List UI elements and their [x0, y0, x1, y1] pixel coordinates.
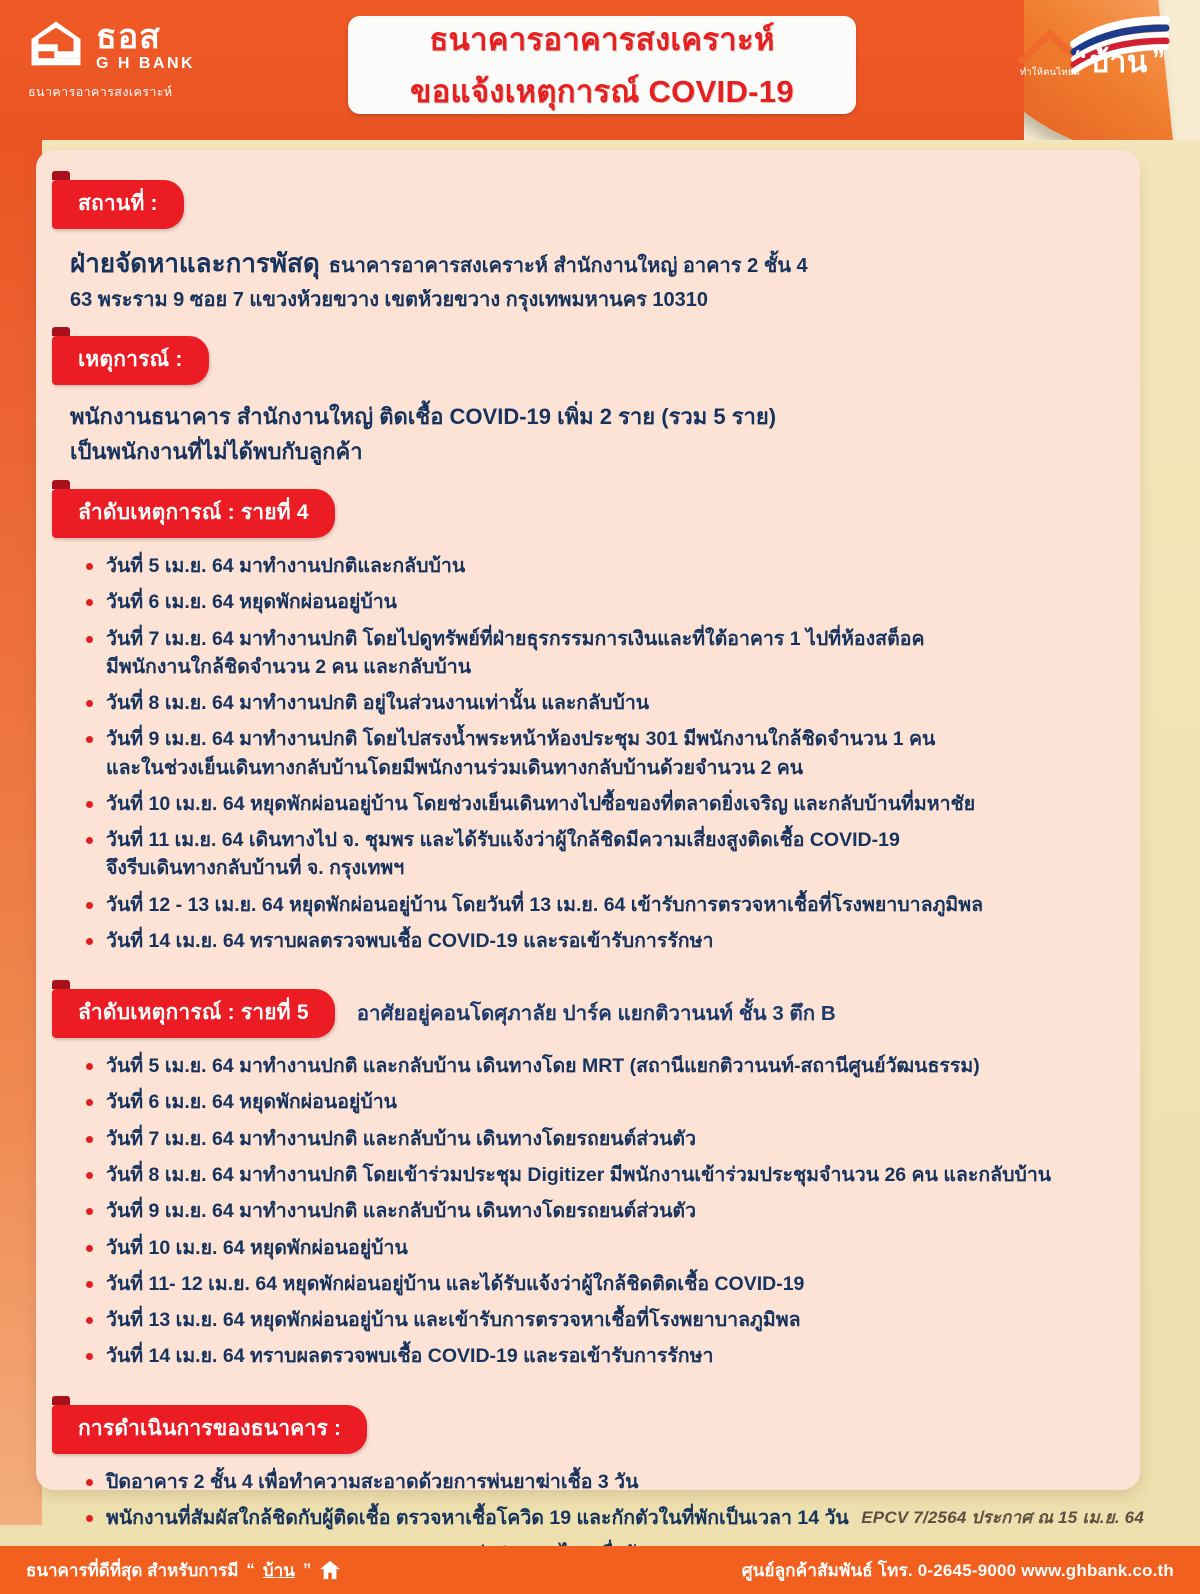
- incident-line-1: พนักงานธนาคาร สำนักงานใหญ่ ติดเชื้อ COVID-19 เพิ่ม 2 ราย (รวม 5 ราย): [70, 404, 777, 429]
- case5-ribbon-label: ลำดับเหตุการณ์ : รายที่ 5: [52, 989, 335, 1038]
- page-title: [348, 16, 856, 114]
- list-item: [84, 725, 1106, 782]
- logo-english: G H BANK: [96, 55, 196, 72]
- ghbank-house-logo-icon: [28, 18, 84, 74]
- list-item-main: วันที่ 13 เม.ย. 64 หยุดพักผ่อนอยู่บ้าน และเข้ารับการตรวจหาเชื้อที่โรงพยาบาลภูมิพล: [106, 1309, 801, 1332]
- list-item-main: วันที่ 6 เม.ย. 64 หยุดพักผ่อนอยู่บ้าน: [106, 1091, 397, 1114]
- list-item: [84, 927, 1106, 955]
- section-bank-actions: [70, 1405, 1106, 1569]
- page-title-line1: ธนาคารอาคารสงเคราะห์: [429, 22, 775, 57]
- list-item-main: วันที่ 11- 12 เม.ย. 64 หยุดพักผ่อนอยู่บ้าน และได้รับแจ้งว่าผู้ใกล้ชิดติดเชื้อ COVID-19: [106, 1272, 805, 1295]
- footer-slogan-text: ธนาคารที่ดีที่สุด สำหรับการมี: [26, 1560, 239, 1580]
- list-item-main: วันที่ 11 เม.ย. 64 เดินทางไป จ. ชุมพร และได้รับแจ้งว่าผู้ใกล้ชิดมีความเสี่ยงสูงติดเชื้อ COVID-19: [106, 829, 900, 852]
- list-item-main: วันที่ 5 เม.ย. 64 มาทำงานปกติ และกลับบ้าน เดินทางโดย MRT (สถานีแยกติวานนท์-สถานีศูนย์วัฒนธรรม): [106, 1055, 980, 1078]
- place-address: 63 พระราม 9 ซอย 7 แขวงห้วยขวาง เขตห้วยขวาง กรุงเทพมหานคร 10310: [70, 289, 709, 311]
- list-item: [84, 1306, 1106, 1334]
- logo-thai-full: ธนาคารอาคารสงเคราะห์: [28, 85, 173, 99]
- list-item-main: วันที่ 8 เม.ย. 64 มาทำงานปกติ โดยเข้าร่วมประชุม Digitizer มีพนักงานเข้าร่วมประชุมจำนวน 26 คน และกลับบ้าน: [106, 1163, 1052, 1186]
- ghbank-logo: [28, 18, 195, 102]
- incident-line-2: เป็นพนักงานที่ไม่ได้พบกับลูกค้า: [70, 439, 363, 464]
- reference-number: EPCV 7/2564 ประกาศ ณ 15 เม.ย. 64: [861, 1508, 1144, 1527]
- list-item: [84, 1088, 1106, 1116]
- list-item: [84, 1270, 1106, 1298]
- case4-timeline-list: [84, 552, 1106, 955]
- house-icon: [319, 1560, 341, 1580]
- home-mark-word: บ้าน: [1090, 46, 1148, 79]
- case5-residence-note: อาศัยอยู่คอนโดศุภาลัย ปาร์ค แยกติวานนท์ ชั้น 3 ตึก B: [356, 1002, 836, 1026]
- list-item: [84, 1468, 1106, 1496]
- list-item: [84, 891, 1106, 919]
- logo-thai-short: ธอส: [96, 18, 161, 56]
- home-mark-quote-close: ”: [1152, 44, 1165, 74]
- list-item: [84, 1197, 1106, 1225]
- list-item-cont: จึงรีบเดินทางกลับบ้านที่ จ. กรุงเทพฯ: [106, 857, 405, 880]
- footer-slogan: [26, 1557, 341, 1584]
- list-item: [84, 1125, 1106, 1153]
- list-item-main: วันที่ 8 เม.ย. 64 มาทำงานปกติ อยู่ในส่วนงานเท่านั้น และกลับบ้าน: [106, 692, 650, 715]
- footer-slogan-quote-open: “: [246, 1560, 255, 1579]
- list-item-main: วันที่ 9 เม.ย. 64 มาทำงานปกติ โดยไปสรงน้ำพระหน้าห้องประชุม 301 มีพนักงานใกล้ชิดจำนวน 1 คน: [106, 728, 936, 751]
- list-item-cont: และในช่วงเย็นเดินทางกลับบ้านโดยมีพนักงานร่วมเดินทางกลับบ้านด้วยจำนวน 2 คน: [106, 756, 804, 779]
- section-place: [70, 180, 1106, 316]
- list-item-main: วันที่ 10 เม.ย. 64 หยุดพักผ่อนอยู่บ้าน: [106, 1236, 408, 1259]
- header-band: [0, 0, 1200, 140]
- list-item-main: วันที่ 14 เม.ย. 64 ทราบผลตรวจพบเชื้อ COVID-19 และรอเข้ารับการรักษา: [106, 929, 714, 952]
- list-item-main: วันที่ 7 เม.ย. 64 มาทำงานปกติ และกลับบ้าน เดินทางโดยรถยนต์ส่วนตัว: [106, 1127, 697, 1150]
- list-item-main: วันที่ 9 เม.ย. 64 มาทำงานปกติ และกลับบ้าน เดินทางโดยรถยนต์ส่วนตัว: [106, 1200, 697, 1223]
- footer-slogan-word: บ้าน: [262, 1560, 295, 1580]
- list-item-main: พนักงานที่สัมผัสใกล้ชิดกับผู้ติดเชื้อ ตรวจหาเชื้อโควิด 19 และกักตัวในที่พักเป็นเวลา 14 วัน: [106, 1506, 849, 1529]
- list-item-main: วันที่ 5 เม.ย. 64 มาทำงานปกติและกลับบ้าน: [106, 555, 466, 577]
- place-department: ฝ่ายจัดหาและการพัสดุ: [70, 248, 320, 278]
- bank-actions-ribbon-label: การดำเนินการของธนาคาร :: [52, 1405, 367, 1454]
- list-item: [84, 1342, 1106, 1370]
- home-mark-quote-open: “: [1074, 44, 1087, 74]
- incident-ribbon-label: เหตุการณ์ :: [52, 336, 209, 385]
- list-item: [84, 826, 1106, 883]
- list-item: [84, 689, 1106, 717]
- list-item-main: วันที่ 14 เม.ย. 64 ทราบผลตรวจพบเชื้อ COVID-19 และรอเข้ารับการรักษา: [106, 1345, 714, 1368]
- list-item-main: ปิดอาคาร 2 ชั้น 4 เพื่อทำความสะอาดด้วยการพ่นยาฆ่าเชื้อ 3 วัน: [106, 1470, 639, 1493]
- list-item: [84, 1234, 1106, 1262]
- list-item: [84, 625, 1106, 682]
- list-item-main: วันที่ 10 เม.ย. 64 หยุดพักผ่อนอยู่บ้าน โดยช่วงเย็นเดินทางไปซื้อของที่ตลาดยิ่งเจริญ และกลับบ้านที่มหาชัย: [106, 792, 976, 815]
- place-ribbon-label: สถานที่ :: [52, 180, 184, 229]
- list-item: [84, 1161, 1106, 1189]
- list-item-main: วันที่ 12 - 13 เม.ย. 64 หยุดพักผ่อนอยู่บ้าน โดยวันที่ 13 เม.ย. 64 เข้ารับการตรวจหาเชื้อที่โรงพยาบาลภูมิพล: [106, 893, 984, 916]
- section-case-4: [70, 489, 1106, 955]
- list-item-main: วันที่ 6 เม.ย. 64 หยุดพักผ่อนอยู่บ้าน: [106, 591, 397, 614]
- case4-ribbon-label: ลำดับเหตุการณ์ : รายที่ 4: [52, 489, 335, 538]
- list-item: [84, 552, 1106, 580]
- footer-slogan-quote-close: ”: [302, 1560, 312, 1579]
- list-item: [84, 1052, 1106, 1080]
- place-branch: ธนาคารอาคารสงเคราะห์ สำนักงานใหญ่ อาคาร 2 ชั้น 4: [328, 255, 808, 277]
- list-item: [84, 588, 1106, 616]
- section-incident: [70, 336, 1106, 469]
- footer-bar: [0, 1546, 1200, 1594]
- list-item: [84, 790, 1106, 818]
- list-item-cont: มีพนักงานใกล้ชิดจำนวน 2 คน และกลับบ้าน: [106, 655, 472, 678]
- home-brand-mark: [1016, 14, 1172, 88]
- footer-contact: ศูนย์ลูกค้าสัมพันธ์ โทร. 0-2645-9000 www.ghbank.co.th: [741, 1560, 1174, 1580]
- list-item-main: วันที่ 7 เม.ย. 64 มาทำงานปกติ โดยไปดูทรัพย์ที่ฝ่ายธุรกรรมการเงินและที่ใต้อาคาร 1 ไปที่ห้องสต็อค: [106, 627, 925, 650]
- page-title-line2: ขอแจ้งเหตุการณ์ COVID-19: [410, 74, 794, 109]
- section-case-5: [70, 989, 1106, 1370]
- case5-timeline-list: [84, 1052, 1106, 1370]
- place-main-line: [70, 243, 1106, 284]
- home-mark-tagline: ทำให้คนไทยมี: [1020, 67, 1081, 78]
